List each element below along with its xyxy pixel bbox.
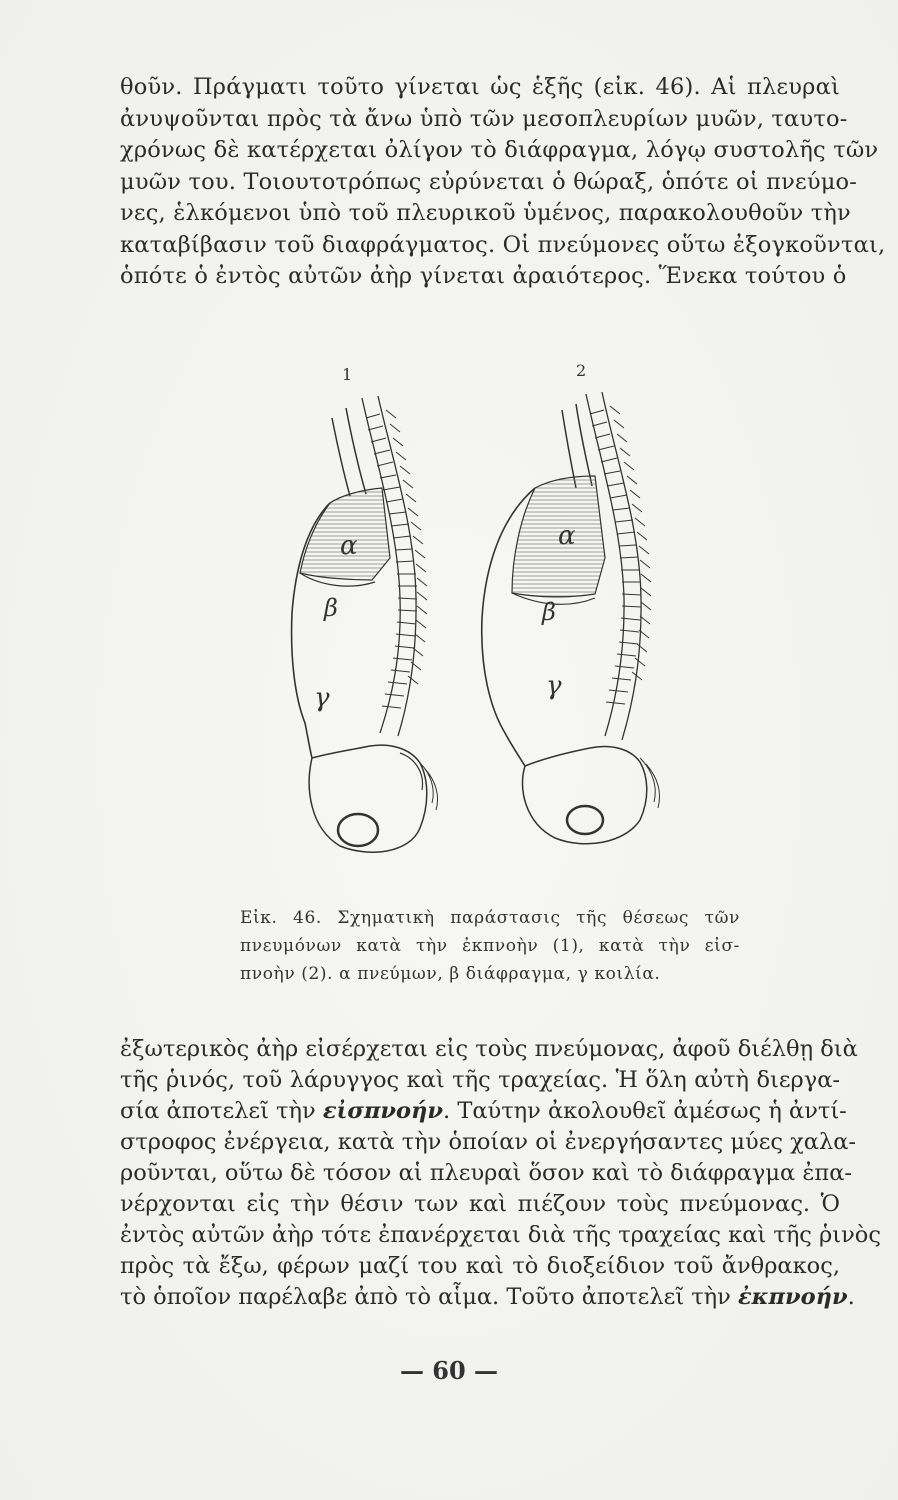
text-line: καταβίβασιν τοῦ διαφράγματος. Οἱ πνεύμονες οὕτω ἐξογκοῦνται, (120, 231, 886, 258)
top-paragraph (120, 72, 886, 293)
figure-number-1: 1 (342, 365, 353, 384)
caption-line: Εἰκ. 46. Σχηματικὴ παράστασις τῆς θέσεως τῶν (240, 908, 740, 928)
diagram-exhalation (292, 365, 438, 852)
figure-label-abdomen: γ (314, 683, 330, 713)
text-line: στροφος ἐνέργεια, κατὰ τὴν ὁποίαν οἱ ἐνεργήσαντες μύες χαλα- (120, 1129, 856, 1155)
lung-diagram-figure (250, 358, 720, 878)
text-line: ὁπότε ὁ ἐντὸς αὐτῶν ἀὴρ γίνεται ἀραιότερος. Ἕνεκα τούτου ὁ (120, 263, 847, 289)
term-inhalation: εἰσπνοήν (322, 1098, 444, 1124)
text-line: χρόνως δὲ κατέρχεται ὀλίγον τὸ διάφραγμα, λόγῳ συστολῆς τῶν (120, 137, 879, 163)
text-line: ἐντὸς αὐτῶν ἀὴρ τότε ἐπανέρχεται διὰ τῆς τραχείας καὶ τῆς ῥινὸς (120, 1222, 881, 1248)
figure-label-diaphragm: β (542, 598, 556, 626)
text-line: ἀνυψοῦνται πρὸς τὰ ἄνω ὑπὸ τῶν μεσοπλευρίων μυῶν, ταυτο- (120, 105, 848, 132)
text-line (120, 1096, 847, 1127)
text-segment: τὸ ὁποῖον παρέλαβε ἀπὸ τὸ αἷμα. Τοῦτο ἀποτελεῖ τὴν (120, 1284, 731, 1310)
figure-label-abdomen: γ (546, 671, 562, 701)
figure-number-2: 2 (576, 361, 587, 380)
figure-caption (240, 904, 740, 988)
text-line: νες, ἑλκόμενοι ὑπὸ τοῦ πλευρικοῦ ὑμένος, παρακολουθοῦν τὴν (120, 200, 851, 226)
figure-label-lung: α (558, 521, 576, 551)
figure-label-lung: α (340, 531, 358, 561)
caption-line: πνευμόνων κατὰ τὴν ἐκπνοὴν (1), κατὰ τὴν εἰσ- (240, 936, 740, 956)
diagram-inhalation (482, 361, 660, 844)
term-exhalation: ἐκπνοήν (738, 1284, 848, 1310)
text-segment: . (847, 1284, 855, 1310)
lung-diagram (250, 358, 720, 878)
caption-line: πνοὴν (2). α πνεύμων, β διάφραγμα, γ κοιλία. (240, 964, 661, 984)
bottom-paragraph (120, 1034, 881, 1313)
text-line: ροῦνται, οὕτω δὲ τόσον αἱ πλευραὶ ὅσον καὶ τὸ διάφραγμα ἐπα- (120, 1160, 852, 1186)
text-line: θοῦν. Πράγματι τοῦτο γίνεται ὡς ἑξῆς (εἰκ. 46). Αἱ πλευραὶ (120, 74, 840, 100)
text-line: τῆς ῥινός, τοῦ λάρυγγος καὶ τῆς τραχείας. Ἡ ὅλη αὐτὴ διεργα- (120, 1067, 840, 1093)
text-segment: σία ἀποτελεῖ τὴν (120, 1098, 316, 1124)
text-line: νέρχονται εἰς τὴν θέσιν των καὶ πιέζουν τοὺς πνεύμονας. Ὁ (120, 1191, 840, 1217)
text-line: ἐξωτερικὸς ἀὴρ εἰσέρχεται εἰς τοὺς πνεύμονας, ἀφοῦ διέλθῃ διὰ (120, 1036, 858, 1062)
page-number: — 60 — (399, 1356, 499, 1385)
text-line (120, 1282, 855, 1313)
text-line: πρὸς τὰ ἔξω, φέρων μαζί του καὶ τὸ διοξείδιον τοῦ ἄνθρακος, (120, 1253, 840, 1279)
figure-label-diaphragm: β (324, 594, 338, 622)
text-line: μυῶν του. Τοιουτοτρόπως εὐρύνεται ὁ θώραξ, ὁπότε οἱ πνεύμο- (120, 168, 858, 195)
text-segment: . Ταύτην ἀκολουθεῖ ἀμέσως ἡ ἀντί- (443, 1098, 847, 1124)
